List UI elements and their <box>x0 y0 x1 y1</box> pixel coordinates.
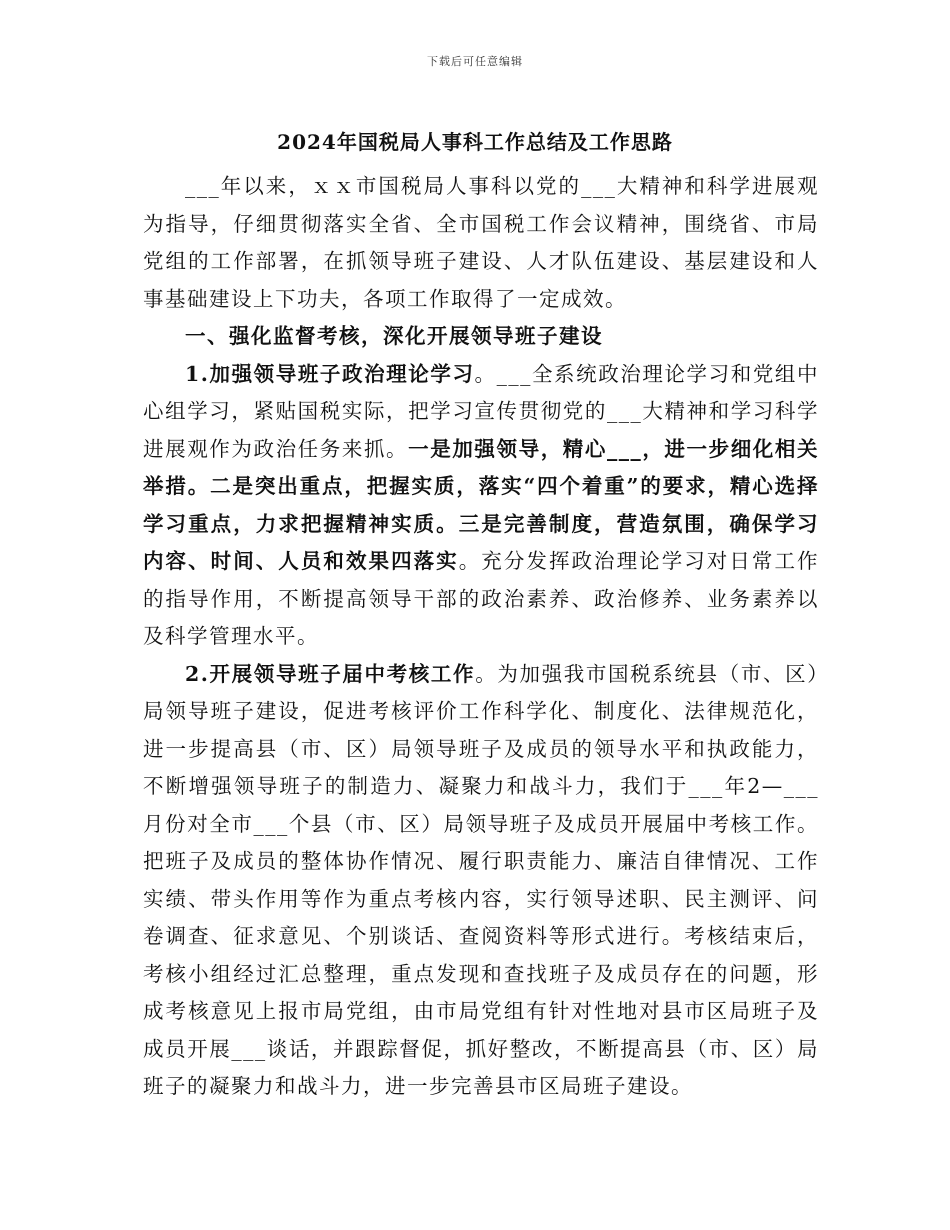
item-1-heading: 1.加强领导班子政治理论学习 <box>185 361 475 386</box>
section-1-heading: 一、强化监督考核，深化开展领导班子建设 <box>185 324 603 348</box>
document-title: 2024年国税局人事科工作总结及工作思路 <box>277 130 673 154</box>
item-1-text-b: 。充分发挥政治理论学习对日常工作的指导作用，不断提高领导干部的政治素养、政治修养、业务素养以及科学管理水平。 <box>143 549 820 648</box>
item-2-text: 。为加强我市国税系统县（市、区）局领导班子建设，促进考核评价工作科学化、制度化、法律规范化，进一步提高县（市、区）局领导班子及成员的领导水平和执政能力，不断增强领导班子的制造力、凝聚力和战斗力，我们于___年2—___月份对全市___个县（市、区）局领导班子及成员开展届中考核工作。把班子及成员的整体协作情况、履行职责能力、廉洁自律情况、工作实绩、带头作用等作为重点考核内容，实行领导述职、民主测评、问卷调查、征求意见、个别谈话、查阅资料等形式进行。考核结束后，考核小组经过汇总整理，重点发现和查找班子及成员存在的问题，形成考核意见上报市局党组，由市局党组有针对性地对县市区局班子及成员开展___谈话，并跟踪督促，抓好整改，不断提高县（市、区）局班子的凝聚力和战斗力，进一步完善县市区局班子建设。 <box>143 661 819 1098</box>
item-2-heading: 2.开展领导班子届中考核工作 <box>185 661 476 686</box>
item-1-text-a: 。___全系统政治理论学习和党组中心组学习，紧贴国税实际，把学习宣传贯彻党的___大精神和学习科学进展观作为政治任务来抓。 <box>143 361 819 461</box>
download-note: 下载后可任意编辑 <box>427 55 523 68</box>
item-2-paragraph <box>143 656 819 1106</box>
item-1-paragraph <box>143 356 819 656</box>
item-1-text-bold: 一是加强领导，精心___，进一步细化相关举措。二是突出重点，把握实质，落实“四个着重”的要求，精心选择学习重点，力求把握精神实质。三是完善制度，营造氛围，确保学习内容、时间、人员和效果四落实 <box>143 436 820 573</box>
document-body <box>143 168 819 1106</box>
intro-paragraph: ___年以来，ｘｘ市国税局人事科以党的___大精神和科学进展观为指导，仔细贯彻落实全省、全市国税工作会议精神，围绕省、市局党组的工作部署，在抓领导班子建设、人才队伍建设、基层建设和人事基础建设上下功夫，各项工作取得了一定成效。 <box>143 174 819 311</box>
